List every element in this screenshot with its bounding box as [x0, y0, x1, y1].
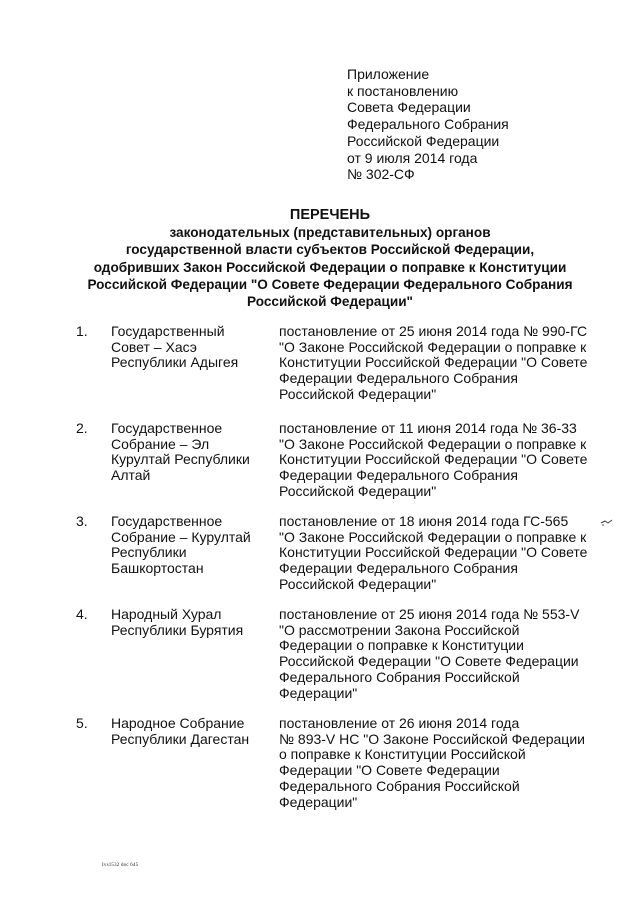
entry-act-line: Конституции Российской Федерации "О Совете — [279, 544, 588, 561]
appendix-line: от 9 июля 2014 года — [347, 149, 478, 166]
entry-act — [279, 324, 609, 403]
entry-act — [279, 716, 609, 810]
entry-act-line: о поправке к Конституции Российской — [279, 746, 526, 763]
heading-line: Российской Федерации "О Совете Федерации Федерального Собрания — [87, 276, 573, 292]
entry-body — [111, 421, 271, 484]
heading-line: одобривших Закон Российской Федерации о поправке к Конституции — [93, 259, 567, 275]
entry-number: 5. — [76, 715, 88, 731]
entry-act-line: Российской Федерации "О Совете Федерации — [279, 653, 579, 670]
heading-line: законодательных (представительных) органов — [169, 225, 491, 241]
entry-act-line: Российской Федерации" — [279, 385, 437, 402]
appendix-line: к постановлению — [347, 82, 459, 99]
entry-act-line: Федерации Федерального Собрания — [279, 370, 518, 387]
entry-act-line: Федерации" — [279, 684, 358, 701]
appendix-line: № 302-СФ — [347, 166, 415, 183]
entry-act-line: № 893-V НС "О Законе Российской Федерации — [279, 730, 585, 747]
margin-mark-icon — [600, 517, 614, 527]
margin-mark — [600, 517, 614, 529]
entry-act-line: Российской Федерации" — [279, 482, 437, 499]
entry-act-line: "О Законе Российской Федерации о поправке к — [279, 338, 587, 355]
entry-act — [279, 607, 609, 701]
document-heading — [40, 207, 620, 310]
document-title: ПЕРЕЧЕНЬ — [289, 207, 371, 223]
entry-number: 1. — [76, 323, 88, 339]
entry-act-line: "О рассмотрении Закона Российской — [279, 621, 520, 638]
entry-act — [279, 421, 609, 500]
entry-body-line: Государственное — [111, 513, 223, 529]
entry-act-line: постановление от 25 июня 2014 года № 553-V — [279, 606, 580, 622]
entry-act-line: Федерации Федерального Собрания — [279, 467, 518, 484]
appendix-line: Российской Федерации — [347, 132, 500, 149]
entry-act-line: постановление от 11 июня 2014 года № 36-33 — [279, 420, 577, 436]
entry-act-line: Российской Федерации" — [279, 575, 437, 592]
entry-body-line: Государственный — [111, 323, 225, 339]
entry-body-line: Алтай — [111, 467, 151, 484]
entry-act-line: "О Законе Российской Федерации о поправке к — [279, 435, 587, 452]
entry-body-line: Республики — [111, 544, 187, 561]
footer-code: Ivs1532 doc 645 — [102, 863, 139, 868]
entry-act-line: "О Законе Российской Федерации о поправке к — [279, 528, 587, 545]
entry-body — [111, 324, 271, 371]
entry-body-line: Республики Бурятия — [111, 621, 244, 638]
entry-body — [111, 607, 271, 638]
entry-number: 3. — [76, 513, 88, 529]
entry-body-line: Башкортостан — [111, 560, 204, 577]
entry-body-line: Республики Дагестан — [111, 730, 250, 747]
appendix-line: Совета Федерации — [347, 99, 471, 116]
entry-act-line: Конституции Российской Федерации "О Совете — [279, 354, 588, 371]
entry-act-line: Конституции Российской Федерации "О Совете — [279, 451, 588, 468]
heading-line: государственной власти субъектов Российской Федерации, — [125, 242, 535, 258]
entry-body-line: Совет – Хасэ — [111, 338, 197, 355]
entry-act-line: Федерации о поправке к Конституции — [279, 637, 524, 654]
heading-line: Российской Федерации" — [246, 294, 414, 310]
entry-act-line: Федерального Собрания Российской — [279, 668, 520, 685]
entry-act-line: постановление от 26 июня 2014 года — [279, 715, 520, 731]
entry-act-line: Федерации" — [279, 793, 358, 810]
entry-act-line: Федерации Федерального Собрания — [279, 560, 518, 577]
entry-act-line: постановление от 18 июня 2014 года ГС-565 — [279, 513, 569, 529]
entry-act-line: Федерального Собрания Российской — [279, 777, 520, 794]
appendix-block — [347, 66, 509, 183]
entry-body-line: Собрание – Эл — [111, 435, 210, 452]
entry-body — [111, 514, 271, 577]
entry-act — [279, 514, 609, 593]
entry-number: 4. — [76, 606, 88, 622]
entry-body-line: Курултай Республики — [111, 451, 250, 468]
entry-body — [111, 716, 271, 747]
entry-act-line: Федерации "О Совете Федерации — [279, 762, 500, 779]
entry-body-line: Собрание – Курултай — [111, 528, 251, 545]
appendix-line: Приложение — [347, 66, 430, 82]
entry-body-line: Народный Хурал — [111, 606, 222, 622]
appendix-line: Федерального Собрания — [347, 116, 509, 133]
entry-body-line: Народное Собрание — [111, 715, 245, 731]
entry-body-line: Государственное — [111, 420, 223, 436]
entry-number: 2. — [76, 420, 88, 436]
entry-act-line: постановление от 25 июня 2014 года № 990-ГС — [279, 323, 588, 339]
entry-body-line: Республики Адыгея — [111, 354, 239, 371]
